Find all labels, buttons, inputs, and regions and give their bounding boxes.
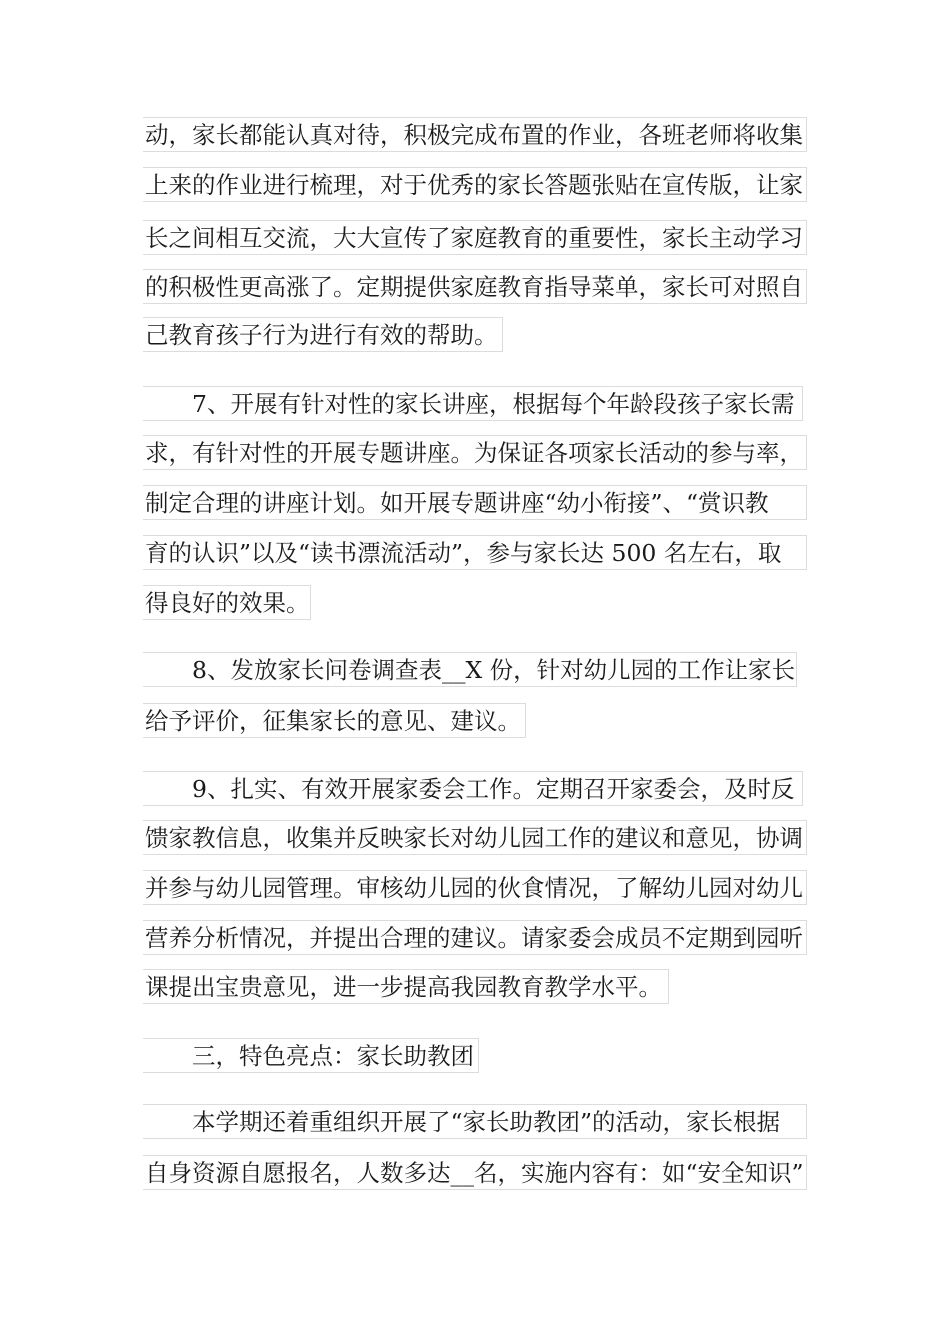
text-line: 自身资源自愿报名，人数多达__名，实施内容有：如“安全知识” <box>143 1155 807 1190</box>
text-line: 长之间相互交流，大大宣传了家庭教育的重要性，家长主动学习 <box>143 220 807 255</box>
text-line: 上来的作业进行梳理，对于优秀的家长答题张贴在宣传版，让家 <box>143 167 807 202</box>
text-line: 己教育孩子行为进行有效的帮助。 <box>143 317 503 352</box>
text-line: 馈家教信息，收集并反映家长对幼儿园工作的建议和意见，协调 <box>143 820 807 855</box>
text-line: 7、开展有针对性的家长讲座，根据每个年龄段孩子家长需 <box>143 386 803 421</box>
text-line: 得良好的效果。 <box>143 585 311 620</box>
text-line: 营养分析情况，并提出合理的建议。请家委会成员不定期到园听 <box>143 920 807 955</box>
text-line: 8、发放家长问卷调查表__X 份，针对幼儿园的工作让家长 <box>143 652 797 687</box>
text-line: 本学期还着重组织开展了“家长助教团”的活动，家长根据 <box>143 1104 807 1139</box>
text-line: 给予评价，征集家长的意见、建议。 <box>143 703 526 738</box>
text-line: 制定合理的讲座计划。如开展专题讲座“幼小衔接”、“赏识教 <box>143 485 807 520</box>
text-line: 动，家长都能认真对待，积极完成布置的作业，各班老师将收集 <box>143 117 807 152</box>
section-heading: 三，特色亮点：家长助教团 <box>143 1038 479 1073</box>
text-line: 课提出宝贵意见，进一步提高我园教育教学水平。 <box>143 969 669 1004</box>
text-line: 求，有针对性的开展专题讲座。为保证各项家长活动的参与率， <box>143 435 807 470</box>
text-line: 并参与幼儿园管理。审核幼儿园的伙食情况，了解幼儿园对幼儿 <box>143 870 807 905</box>
text-line: 的积极性更高涨了。定期提供家庭教育指导菜单，家长可对照自 <box>143 269 807 304</box>
text-line: 育的认识”以及“读书漂流活动”，参与家长达 500 名左右，取 <box>143 535 807 570</box>
text-line: 9、扎实、有效开展家委会工作。定期召开家委会，及时反 <box>143 771 803 806</box>
